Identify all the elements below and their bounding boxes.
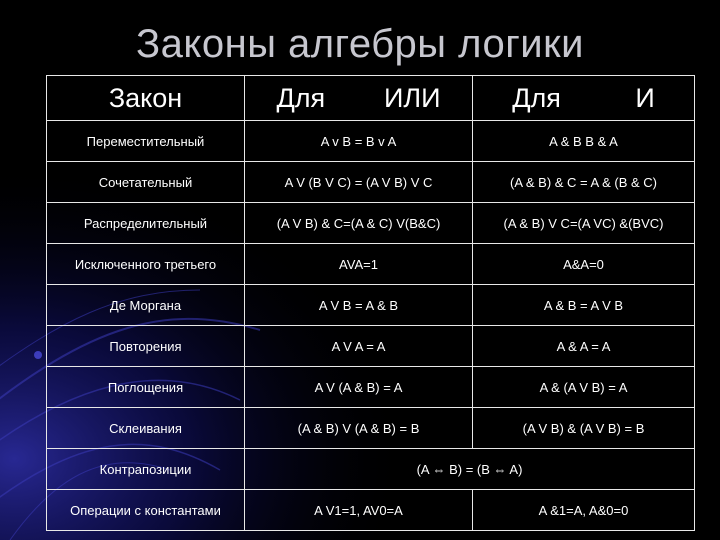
- header-or-prefix: Для: [276, 82, 326, 113]
- law-name: Исключенного третьего: [47, 244, 245, 285]
- header-and-name: И: [635, 82, 655, 113]
- table-row: [47, 285, 695, 326]
- table-row: [47, 203, 695, 244]
- law-name: Контрапозиции: [47, 449, 245, 490]
- law-name: Сочетательный: [47, 162, 245, 203]
- and-formula: A & A = A: [473, 326, 695, 367]
- and-formula: A&A=0: [473, 244, 695, 285]
- table-row: [47, 326, 695, 367]
- law-name: Распределительный: [47, 203, 245, 244]
- and-formula: (A V B) & (A V B) = B: [473, 408, 695, 449]
- or-formula: AVA=1: [245, 244, 473, 285]
- or-formula: A V (A & B) = A: [245, 367, 473, 408]
- table-row: [47, 449, 695, 490]
- and-formula: (A & B) V C=(A VC) &(BVC): [473, 203, 695, 244]
- law-name: Склеивания: [47, 408, 245, 449]
- header-and-prefix: Для: [512, 82, 561, 113]
- header-and: [473, 76, 695, 121]
- and-formula: A & B = A V B: [473, 285, 695, 326]
- and-formula: A &1=A, A&0=0: [473, 490, 695, 531]
- or-formula: A V A = A: [245, 326, 473, 367]
- law-name: Переместительный: [47, 121, 245, 162]
- law-name: Де Моргана: [47, 285, 245, 326]
- table-row: [47, 490, 695, 531]
- and-formula: A & B B & A: [473, 121, 695, 162]
- both-formula: (A ⇔ B) = (B ⇔ A): [245, 449, 695, 490]
- table-row: [47, 244, 695, 285]
- law-name: Операции с константами: [47, 490, 245, 531]
- table-row: [47, 162, 695, 203]
- table-row: [47, 121, 695, 162]
- and-formula: A & (A V B) = A: [473, 367, 695, 408]
- table-header-row: [47, 76, 695, 121]
- or-formula: (A & B) V (A & B) = B: [245, 408, 473, 449]
- or-formula: A V1=1, AV0=A: [245, 490, 473, 531]
- or-formula: (A V B) & C=(A & C) V(B&C): [245, 203, 473, 244]
- laws-table: [46, 75, 695, 531]
- table-row: [47, 367, 695, 408]
- page-title: Законы алгебры логики: [136, 22, 584, 66]
- or-formula: A v B = B v A: [245, 121, 473, 162]
- law-name: Повторения: [47, 326, 245, 367]
- header-law: Закон: [47, 76, 245, 121]
- or-formula: A V B = A & B: [245, 285, 473, 326]
- and-formula: (A & B) & C = A & (B & C): [473, 162, 695, 203]
- law-name: Поглощения: [47, 367, 245, 408]
- table-row: [47, 408, 695, 449]
- header-or: [245, 76, 473, 121]
- or-formula: A V (B V C) = (A V B) V C: [245, 162, 473, 203]
- header-or-name: ИЛИ: [384, 82, 441, 113]
